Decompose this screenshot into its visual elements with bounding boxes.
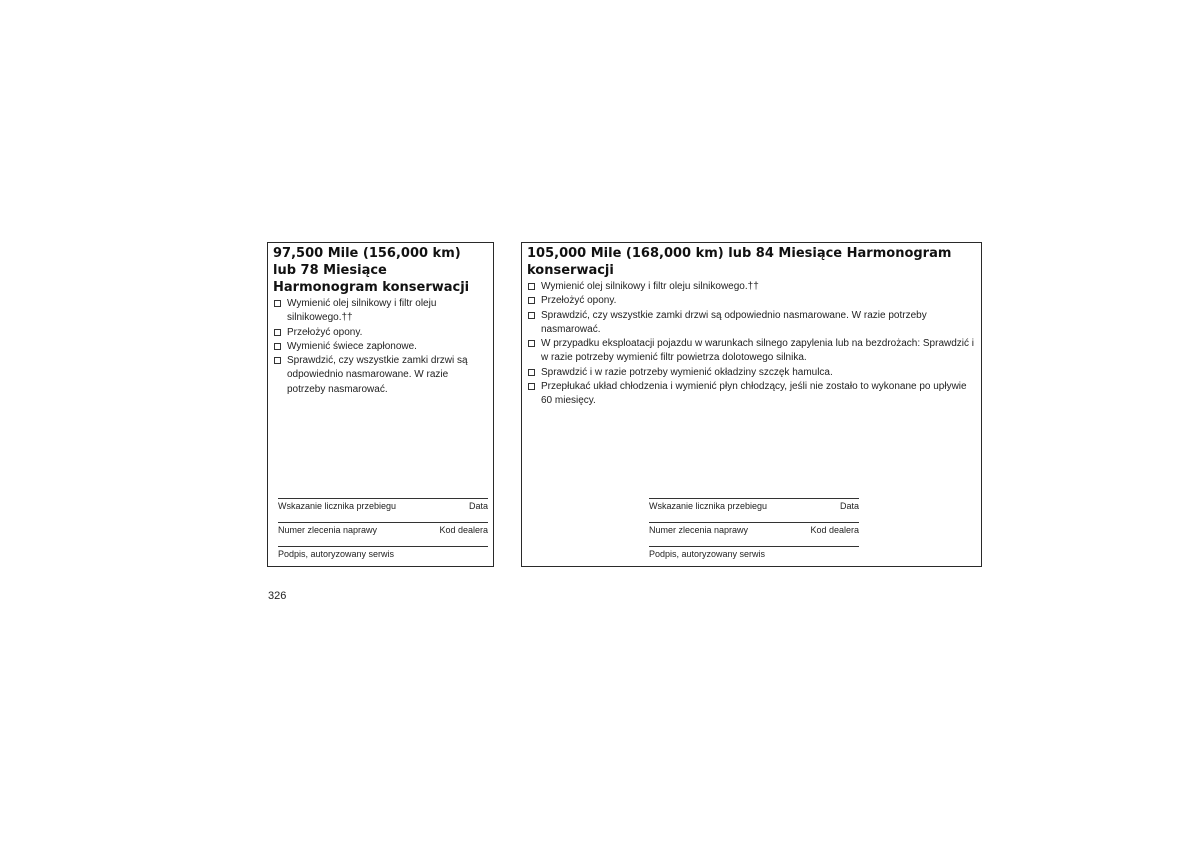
checkbox-icon[interactable]: [528, 340, 535, 347]
odometer-date-row[interactable]: [278, 498, 488, 513]
dealer-code-label: Kod dealera: [810, 525, 859, 535]
date-label: Data: [839, 501, 859, 511]
repair-order-label: Numer zlecenia naprawy: [278, 525, 378, 535]
signature-label: Podpis, autoryzowany serwis: [649, 549, 766, 559]
odometer-date-row[interactable]: [649, 498, 859, 513]
task-list: [527, 280, 979, 409]
task-item: [527, 294, 979, 308]
repair-order-dealer-row[interactable]: [649, 522, 859, 537]
task-item: [527, 380, 979, 409]
repair-order-label: Numer zlecenia naprawy: [649, 525, 749, 535]
checkbox-icon[interactable]: [274, 300, 281, 307]
task-label: W przypadku eksploatacji pojazdu w warunkach silnego zapylenia lub na bezdrożach: Sprawdzić i w razie potrzeby wymienić filtr powietrza dolotowego silnika.: [541, 338, 975, 364]
task-item: [527, 366, 979, 380]
task-label: Przełożyć opony.: [541, 295, 617, 307]
card-title: 97,500 Mile (156,000 km) lub 78 Miesiące Harmonogram konserwacji: [273, 246, 470, 295]
task-item: [273, 297, 485, 326]
task-label: Sprawdzić i w razie potrzeby wymienić okładziny szczęk hamulca.: [541, 366, 833, 378]
checkbox-icon[interactable]: [274, 329, 281, 336]
checkbox-icon[interactable]: [528, 297, 535, 304]
signature-label: Podpis, autoryzowany serwis: [278, 549, 395, 559]
signature-row[interactable]: [278, 546, 488, 561]
task-label: Przełożyć opony.: [287, 326, 363, 338]
task-item: [273, 354, 485, 397]
task-item: [273, 326, 485, 340]
odometer-label: Wskazanie licznika przebiegu: [649, 501, 768, 511]
task-label: Sprawdzić, czy wszystkie zamki drzwi są odpowiednio nasmarowane. W razie potrzeby nasmarować.: [541, 309, 927, 335]
task-item: [527, 337, 979, 366]
repair-order-dealer-row[interactable]: [278, 522, 488, 537]
task-label: Sprawdzić, czy wszystkie zamki drzwi są odpowiednio nasmarowane. W razie potrzeby nasmarować.: [287, 355, 468, 395]
task-list: [273, 297, 485, 397]
odometer-label: Wskazanie licznika przebiegu: [278, 501, 397, 511]
checkbox-icon[interactable]: [528, 312, 535, 319]
checkbox-icon[interactable]: [274, 357, 281, 364]
checkbox-icon[interactable]: [528, 283, 535, 290]
checkbox-icon[interactable]: [528, 383, 535, 390]
page-number: 326: [268, 590, 287, 602]
task-item: [273, 340, 485, 354]
task-label: Wymienić olej silnikowy i filtr oleju silnikowego.††: [541, 281, 759, 292]
date-label: Data: [468, 501, 488, 511]
task-item: [527, 309, 979, 338]
maintenance-card-97500: [267, 242, 494, 567]
checkbox-icon[interactable]: [528, 369, 535, 376]
task-label: Wymienić olej silnikowy i filtr oleju silnikowego.††: [287, 298, 437, 324]
checkbox-icon[interactable]: [274, 343, 281, 350]
signature-row[interactable]: [649, 546, 859, 561]
maintenance-card-105000: [521, 242, 982, 567]
task-label: Przepłukać układ chłodzenia i wymienić płyn chłodzący, jeśli nie zostało to wykonane po upływie 60 miesięcy.: [541, 381, 967, 407]
card-title: 105,000 Mile (168,000 km) lub 84 Miesiące Harmonogram konserwacji: [527, 246, 952, 278]
task-item: [527, 280, 979, 294]
dealer-code-label: Kod dealera: [439, 525, 488, 535]
task-label: Wymienić świece zapłonowe.: [287, 340, 417, 352]
